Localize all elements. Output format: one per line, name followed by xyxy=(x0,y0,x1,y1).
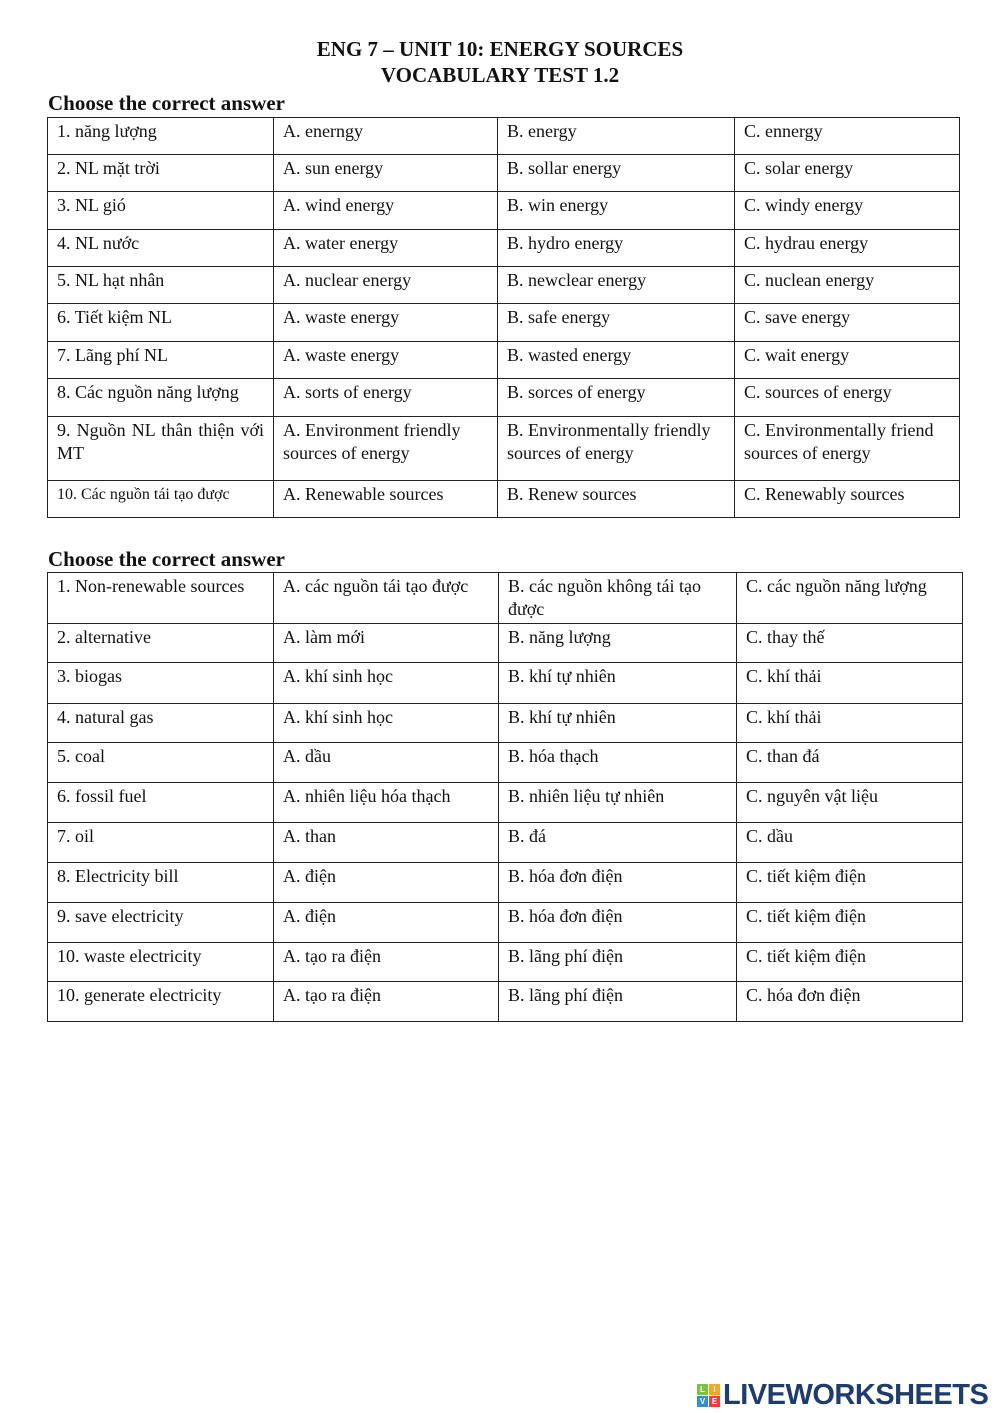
option-c-cell[interactable]: C. Renewably sources xyxy=(735,481,960,518)
question-cell: 6. fossil fuel xyxy=(48,783,274,823)
option-c-cell[interactable]: C. khí thải xyxy=(737,663,963,704)
title-line-1: ENG 7 – UNIT 10: ENERGY SOURCES xyxy=(316,37,684,61)
question-cell: 10. generate electricity xyxy=(48,982,274,1022)
option-b-cell[interactable]: B. wasted energy xyxy=(498,342,735,379)
logo-letter: I xyxy=(709,1384,720,1395)
question-row xyxy=(48,704,963,743)
logo-letter: L xyxy=(697,1384,708,1395)
option-c-cell[interactable]: C. sources of energy xyxy=(735,379,960,417)
question-cell: 8. Electricity bill xyxy=(48,863,274,903)
option-a-cell[interactable]: A. nuclear energy xyxy=(274,267,498,304)
option-c-cell[interactable]: C. ennergy xyxy=(735,118,960,155)
option-a-cell[interactable]: A. khí sinh học xyxy=(274,663,499,704)
question-cell: 2. NL mặt trời xyxy=(48,155,274,192)
option-c-cell[interactable]: C. Environmentally friend sources of energy xyxy=(735,417,960,481)
question-row xyxy=(48,192,960,230)
option-a-cell[interactable]: A. sorts of energy xyxy=(274,379,498,417)
option-b-cell[interactable]: B. đá xyxy=(499,823,737,863)
option-b-cell[interactable]: B. sollar energy xyxy=(498,155,735,192)
option-a-cell[interactable]: A. tạo ra điện xyxy=(274,943,499,982)
question-table-2 xyxy=(47,572,963,1022)
question-cell: 7. Lãng phí NL xyxy=(48,342,274,379)
option-b-cell[interactable]: B. khí tự nhiên xyxy=(499,704,737,743)
option-a-cell[interactable]: A. sun energy xyxy=(274,155,498,192)
option-b-cell[interactable]: B. nhiên liệu tự nhiên xyxy=(499,783,737,823)
question-row xyxy=(48,118,960,155)
question-cell: 3. NL gió xyxy=(48,192,274,230)
option-c-cell[interactable]: C. windy energy xyxy=(735,192,960,230)
question-row xyxy=(48,743,963,783)
question-row xyxy=(48,982,963,1022)
question-row xyxy=(48,663,963,704)
option-a-cell[interactable]: A. Environment friendly sources of energy xyxy=(274,417,498,481)
option-b-cell[interactable]: B. khí tự nhiên xyxy=(499,663,737,704)
question-row xyxy=(48,342,960,379)
logo-letter: E xyxy=(709,1396,720,1407)
question-cell: 9. Nguồn NL thân thiện với MT xyxy=(48,417,274,481)
option-c-cell[interactable]: C. save energy xyxy=(735,304,960,342)
option-a-cell[interactable]: A. tạo ra điện xyxy=(274,982,499,1022)
option-a-cell[interactable]: A. than xyxy=(274,823,499,863)
option-b-cell[interactable]: B. hóa thạch xyxy=(499,743,737,783)
option-a-cell[interactable]: A. water energy xyxy=(274,230,498,267)
question-cell: 4. natural gas xyxy=(48,704,274,743)
title-line-2: VOCABULARY TEST 1.2 xyxy=(380,63,620,87)
question-cell: 7. oil xyxy=(48,823,274,863)
option-b-cell[interactable]: B. Renew sources xyxy=(498,481,735,518)
section-2-heading: Choose the correct answer xyxy=(48,547,285,571)
option-b-cell[interactable]: B. newclear energy xyxy=(498,267,735,304)
option-a-cell[interactable]: A. waste energy xyxy=(274,304,498,342)
option-c-cell[interactable]: C. tiết kiệm điện xyxy=(737,863,963,903)
option-b-cell[interactable]: B. hóa đơn điện xyxy=(499,903,737,943)
option-b-cell[interactable]: B. các nguồn không tái tạo được xyxy=(499,573,737,624)
question-row xyxy=(48,481,960,518)
option-c-cell[interactable]: C. wait energy xyxy=(735,342,960,379)
option-c-cell[interactable]: C. solar energy xyxy=(735,155,960,192)
option-c-cell[interactable]: C. nguyên vật liệu xyxy=(737,783,963,823)
question-row xyxy=(48,903,963,943)
option-c-cell[interactable]: C. hydrau energy xyxy=(735,230,960,267)
question-cell: 10. Các nguồn tái tạo được xyxy=(48,481,274,518)
question-row xyxy=(48,155,960,192)
option-b-cell[interactable]: B. hydro energy xyxy=(498,230,735,267)
option-a-cell[interactable]: A. dầu xyxy=(274,743,499,783)
question-row xyxy=(48,379,960,417)
option-b-cell[interactable]: B. win energy xyxy=(498,192,735,230)
logo-text: LIVEWORKSHEETS xyxy=(723,1379,989,1411)
question-row xyxy=(48,783,963,823)
option-a-cell[interactable]: A. làm mới xyxy=(274,624,499,663)
option-a-cell[interactable]: A. waste energy xyxy=(274,342,498,379)
option-a-cell[interactable]: A. các nguồn tái tạo được xyxy=(274,573,499,624)
question-cell: 9. save electricity xyxy=(48,903,274,943)
question-cell: 5. NL hạt nhân xyxy=(48,267,274,304)
question-row xyxy=(48,573,963,624)
logo-letter: V xyxy=(697,1396,708,1407)
option-b-cell[interactable]: B. lãng phí điện xyxy=(499,943,737,982)
option-b-cell[interactable]: B. safe energy xyxy=(498,304,735,342)
question-row xyxy=(48,863,963,903)
option-a-cell[interactable]: A. nhiên liệu hóa thạch xyxy=(274,783,499,823)
question-row xyxy=(48,823,963,863)
option-a-cell[interactable]: A. Renewable sources xyxy=(274,481,498,518)
question-row xyxy=(48,230,960,267)
option-b-cell[interactable]: B. energy xyxy=(498,118,735,155)
option-b-cell[interactable]: B. sorces of energy xyxy=(498,379,735,417)
option-a-cell[interactable]: A. khí sinh học xyxy=(274,704,499,743)
logo-squares-icon xyxy=(697,1384,720,1407)
question-table-1 xyxy=(47,117,960,518)
option-b-cell[interactable]: B. lãng phí điện xyxy=(499,982,737,1022)
option-c-cell[interactable]: C. hóa đơn điện xyxy=(737,982,963,1022)
option-b-cell[interactable]: B. Environmentally friendly sources of energy xyxy=(498,417,735,481)
question-cell: 6. Tiết kiệm NL xyxy=(48,304,274,342)
question-cell: 1. năng lượng xyxy=(48,118,274,155)
option-a-cell[interactable]: A. điện xyxy=(274,863,499,903)
question-row xyxy=(48,304,960,342)
option-c-cell[interactable]: C. tiết kiệm điện xyxy=(737,943,963,982)
question-row xyxy=(48,624,963,663)
option-c-cell[interactable]: C. khí thải xyxy=(737,704,963,743)
option-c-cell[interactable]: C. nuclean energy xyxy=(735,267,960,304)
question-cell: 3. biogas xyxy=(48,663,274,704)
question-cell: 5. coal xyxy=(48,743,274,783)
question-row xyxy=(48,417,960,481)
question-cell: 10. waste electricity xyxy=(48,943,274,982)
section-1-heading: Choose the correct answer xyxy=(48,91,285,115)
option-c-cell[interactable]: C. dầu xyxy=(737,823,963,863)
question-row xyxy=(48,943,963,982)
option-a-cell[interactable]: A. enerngy xyxy=(274,118,498,155)
liveworksheets-logo xyxy=(697,1379,988,1412)
option-c-cell[interactable]: C. than đá xyxy=(737,743,963,783)
option-a-cell[interactable]: A. wind energy xyxy=(274,192,498,230)
option-c-cell[interactable]: C. tiết kiệm điện xyxy=(737,903,963,943)
question-cell: 8. Các nguồn năng lượng xyxy=(48,379,274,417)
option-b-cell[interactable]: B. năng lượng xyxy=(499,624,737,663)
option-b-cell[interactable]: B. hóa đơn điện xyxy=(499,863,737,903)
question-row xyxy=(48,267,960,304)
question-cell: 1. Non-renewable sources xyxy=(48,573,274,624)
question-cell: 4. NL nước xyxy=(48,230,274,267)
option-a-cell[interactable]: A. điện xyxy=(274,903,499,943)
option-c-cell[interactable]: C. các nguồn năng lượng xyxy=(737,573,963,624)
option-c-cell[interactable]: C. thay thế xyxy=(737,624,963,663)
question-cell: 2. alternative xyxy=(48,624,274,663)
